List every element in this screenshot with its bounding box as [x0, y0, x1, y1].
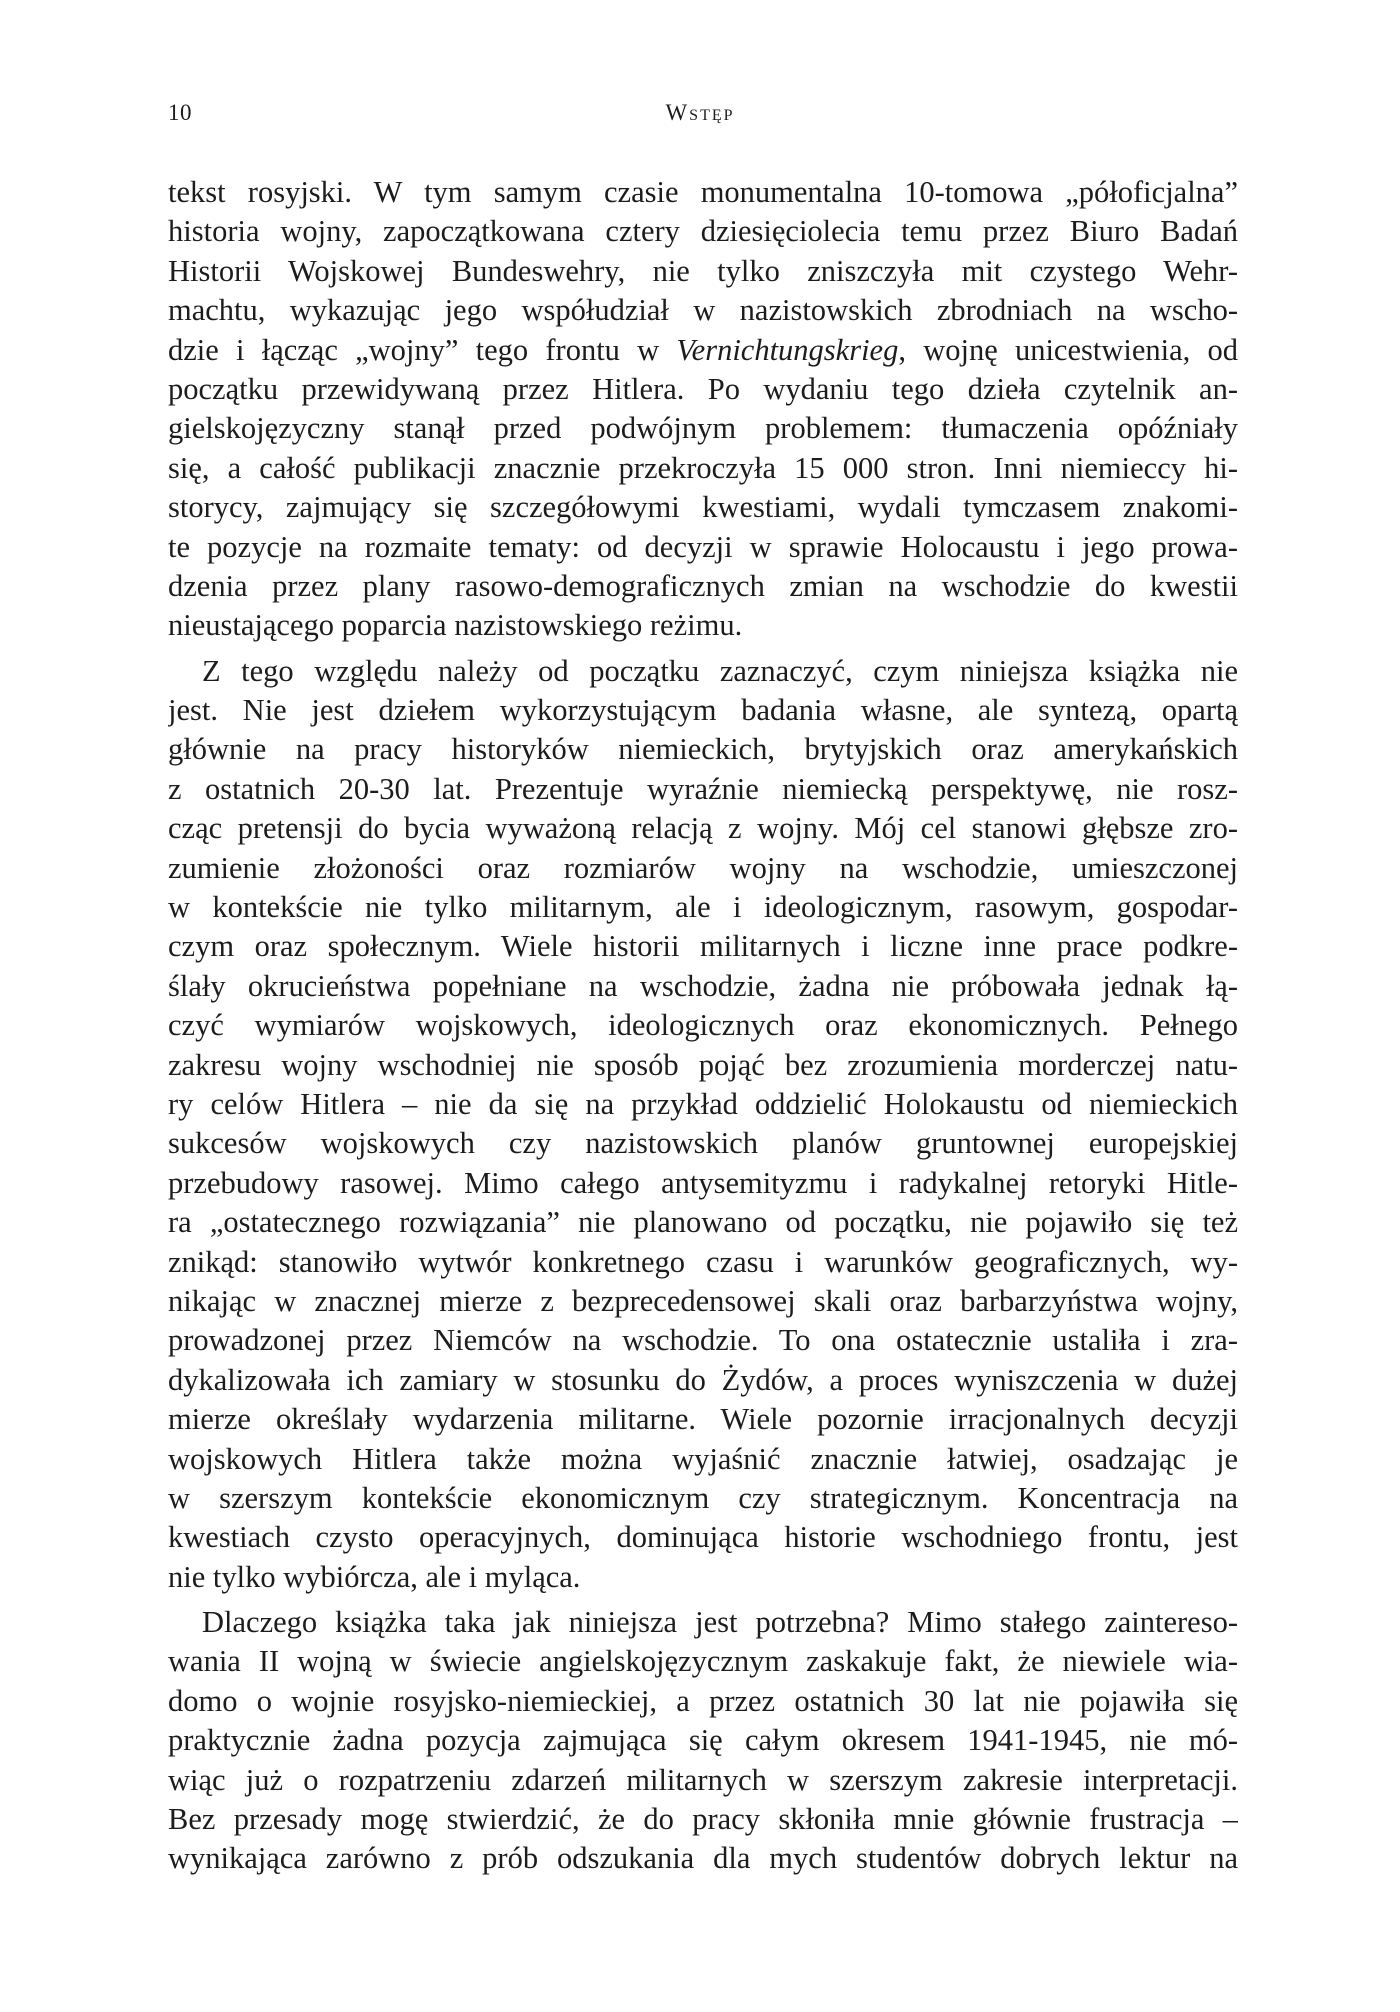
- text-line: Z tego względu należy od początku zaznaczyć, czym niniejsza książka nie: [202, 653, 1238, 688]
- paragraph-2: [168, 652, 1238, 1597]
- text-line: nie tylko wybiórcza, ale i myląca.: [168, 1559, 581, 1594]
- text-line: wania II wojną w świecie angielskojęzycznym zaskakuje fakt, że niewiele wia-: [168, 1644, 1238, 1679]
- text-line: mierze określały wydarzenia militarne. Wiele pozornie irracjonalnych decyzji: [168, 1402, 1238, 1437]
- page-header: [168, 100, 1232, 140]
- text-line: dykalizowała ich zamiary w stosunku do Żydów, a proces wyniszczenia w dużej: [168, 1362, 1238, 1397]
- text-line: zumienie złożoności oraz rozmiarów wojny na wschodzie, umieszczonej: [168, 850, 1238, 885]
- page-number: 10: [168, 100, 192, 125]
- text-line: czyć wymiarów wojskowych, ideologicznych oraz ekonomicznych. Pełnego: [168, 1008, 1238, 1043]
- body-text: [168, 173, 1238, 1879]
- text-line: w kontekście nie tylko militarnym, ale i ideologicznym, rasowym, gospodar-: [168, 890, 1238, 925]
- text-line: tekst rosyjski. W tym samym czasie monumentalna 10-tomowa „półoficjalna”: [168, 175, 1238, 209]
- text-line: Bez przesady mogę stwierdzić, że do pracy skłoniła mnie głównie frustracja –: [168, 1802, 1238, 1837]
- text-line: z ostatnich 20-30 lat. Prezentuje wyraźnie niemiecką perspektywę, nie rosz-: [168, 771, 1238, 806]
- text-line-with-italic: dzie i łącząc „wojny” tego frontu w Vernichtungskrieg, wojnę unicestwienia, od: [168, 332, 1238, 367]
- text-line: ry celów Hitlera – nie da się na przykład oddzielić Holokaustu od niemieckich: [168, 1086, 1238, 1121]
- text-line: historia wojny, zapoczątkowana cztery dziesięciolecia temu przez Biuro Badań: [168, 214, 1238, 249]
- text-line: jest. Nie jest dziełem wykorzystującym badania własne, ale syntezą, opartą: [168, 693, 1238, 728]
- text-line: znikąd: stanowiło wytwór konkretnego czasu i warunków geograficznych, wy-: [168, 1244, 1238, 1279]
- text-line: nieustającego poparcia nazistowskiego reżimu.: [168, 608, 743, 643]
- text-line: wojskowych Hitlera także można wyjaśnić znacznie łatwiej, osadzając je: [168, 1441, 1238, 1476]
- text-line: wiąc już o rozpatrzeniu zdarzeń militarnych w szerszym zakresie interpretacji.: [168, 1762, 1238, 1797]
- text-line: gielskojęzyczny stanął przed podwójnym problemem: tłumaczenia opóźniały: [168, 411, 1238, 446]
- text-line: prowadzonej przez Niemców na wschodzie. To ona ostatecznie ustaliła i zra-: [168, 1323, 1238, 1358]
- running-head: Wstęp: [665, 100, 735, 125]
- text-line: sukcesów wojskowych czy nazistowskich planów gruntownej europejskiej: [168, 1126, 1238, 1161]
- text-line: machtu, wykazując jego współudział w nazistowskich zbrodniach na wscho-: [168, 293, 1238, 328]
- text-line: storycy, zajmujący się szczegółowymi kwestiami, wydali tymczasem znakomi-: [168, 490, 1238, 525]
- text-line: ra „ostatecznego rozwiązania” nie planowano od początku, nie pojawiło się też: [168, 1205, 1238, 1240]
- text-line: domo o wojnie rosyjsko-niemieckiej, a przez ostatnich 30 lat nie pojawiła się: [168, 1683, 1238, 1718]
- text-line: początku przewidywaną przez Hitlera. Po wydaniu tego dzieła czytelnik an-: [168, 371, 1238, 406]
- text-line: zakresu wojny wschodniej nie sposób pojąć bez zrozumienia morderczej natu-: [168, 1047, 1238, 1082]
- text-line: dzenia przez plany rasowo-demograficznych zmian na wschodzie do kwestii: [168, 568, 1238, 603]
- text-line: praktycznie żadna pozycja zajmująca się całym okresem 1941-1945, nie mó-: [168, 1723, 1238, 1758]
- text-line: głównie na pracy historyków niemieckich, brytyjskich oraz amerykańskich: [168, 732, 1238, 767]
- text-line: się, a całość publikacji znacznie przekroczyła 15 000 stron. Inni niemieccy hi-: [168, 450, 1238, 485]
- text-line: wynikająca zarówno z prób odszukania dla mych studentów dobrych lektur na: [168, 1841, 1238, 1876]
- text-line: Dlaczego książka taka jak niniejsza jest potrzebna? Mimo stałego zaintereso-: [202, 1605, 1238, 1640]
- italic-term: Vernichtungskrieg: [676, 332, 899, 367]
- text-line: czym oraz społecznym. Wiele historii militarnych i liczne inne prace podkre-: [168, 929, 1238, 964]
- paragraph-1: [168, 173, 1238, 646]
- text-line: nikając w znacznej mierze z bezprecedensowej skali oraz barbarzyństwa wojny,: [168, 1283, 1238, 1318]
- text-line: w szerszym kontekście ekonomicznym czy strategicznym. Koncentracja na: [168, 1480, 1238, 1515]
- text-line: ślały okrucieństwa popełniane na wschodzie, żadna nie próbowała jednak łą-: [168, 968, 1238, 1003]
- paragraph-3: [168, 1603, 1238, 1879]
- text-line: przebudowy rasowej. Mimo całego antysemityzmu i radykalnej retoryki Hitle-: [168, 1165, 1238, 1200]
- text-line: cząc pretensji do bycia wyważoną relacją z wojny. Mój cel stanowi głębsze zro-: [168, 811, 1238, 846]
- text-line: Historii Wojskowej Bundeswehry, nie tylko zniszczyła mit czystego Wehr-: [168, 253, 1238, 288]
- text-line: kwestiach czysto operacyjnych, dominująca historie wschodniego frontu, jest: [168, 1520, 1238, 1555]
- text-line: te pozycje na rozmaite tematy: od decyzji w sprawie Holocaustu i jego prowa-: [168, 529, 1238, 564]
